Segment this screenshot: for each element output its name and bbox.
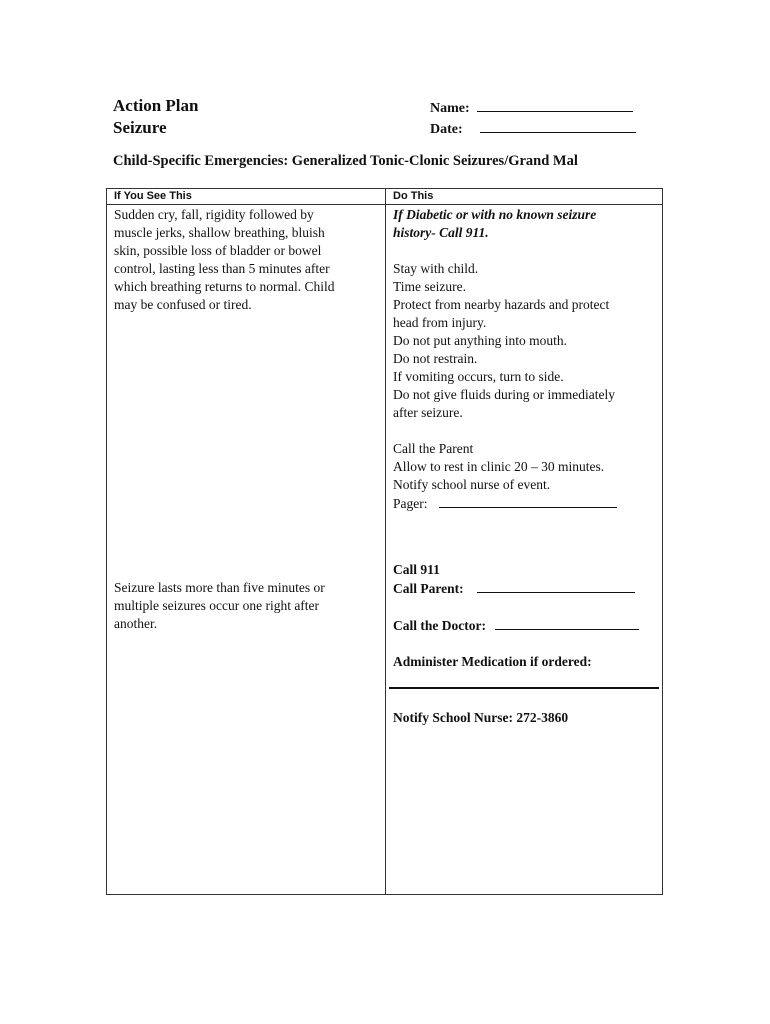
title-action-plan: Action Plan [113,96,199,115]
symptom-line: Seizure lasts more than five minutes or [114,580,325,595]
action-line: Time seizure. [393,279,466,294]
diabetic-alert-line: history- Call 911. [393,225,489,240]
symptom-line: Sudden cry, fall, rigidity followed by [114,207,314,222]
col-header-if-you-see-this: If You See This [114,190,192,202]
page-title [113,95,198,139]
call-911: Call 911 [393,562,440,577]
name-label: Name: [430,101,470,116]
call-doctor-field [393,616,639,635]
col-header-do-this: Do This [393,190,434,202]
call-parent-blank[interactable] [477,579,635,593]
symptom-line: may be confused or tired. [114,297,252,312]
row2-symptoms [114,579,325,633]
action-line: Do not give fluids during or immediately [393,387,615,402]
date-blank[interactable] [480,118,636,133]
pager-label: Pager: [393,496,428,511]
followup-line: Allow to rest in clinic 20 – 30 minutes. [393,459,605,474]
action-line: Stay with child. [393,261,479,276]
row2-actions [393,561,639,671]
symptom-line: muscle jerks, shallow breathing, bluish [114,225,325,240]
action-line: If vomiting occurs, turn to side. [393,369,564,384]
action-table [106,188,663,895]
call-parent-field [393,579,639,598]
row1-symptoms [114,206,334,314]
administer-medication: Administer Medication if ordered: [393,654,592,669]
symptom-line: skin, possible loss of bladder or bowel [114,243,322,258]
name-blank[interactable] [477,97,633,112]
action-line: after seizure. [393,405,463,420]
date-label: Date: [430,122,463,137]
symptom-line: which breathing returns to normal. Child [114,279,335,294]
action-line: Protect from nearby hazards and protect [393,297,610,312]
action-line: Do not restrain. [393,351,478,366]
followup-line: Notify school nurse of event. [393,477,551,492]
symptom-line: another. [114,616,158,631]
action-line: head from injury. [393,315,487,330]
call-parent-label: Call Parent: [393,581,464,596]
subtitle: Child-Specific Emergencies: Generalized Tonic-Clonic Seizures/Grand Mal [113,153,578,169]
action-line: Do not put anything into mouth. [393,333,567,348]
symptom-line: multiple seizures occur one right after [114,598,320,613]
pager-blank[interactable] [439,494,617,508]
followup-line: Call the Parent [393,441,474,456]
medication-line[interactable] [389,687,659,689]
call-doctor-blank[interactable] [495,616,639,630]
header-divider [107,204,662,205]
call-doctor-label: Call the Doctor: [393,618,486,633]
title-seizure: Seizure [113,118,167,137]
symptom-line: control, lasting less than 5 minutes after [114,261,330,276]
date-field [430,118,636,138]
column-divider [385,189,386,894]
diabetic-alert-line: If Diabetic or with no known seizure [393,207,597,222]
pager-field [393,494,617,513]
row1-actions [393,206,617,513]
name-field [430,97,633,117]
notify-school-nurse: Notify School Nurse: 272-3860 [393,710,569,725]
